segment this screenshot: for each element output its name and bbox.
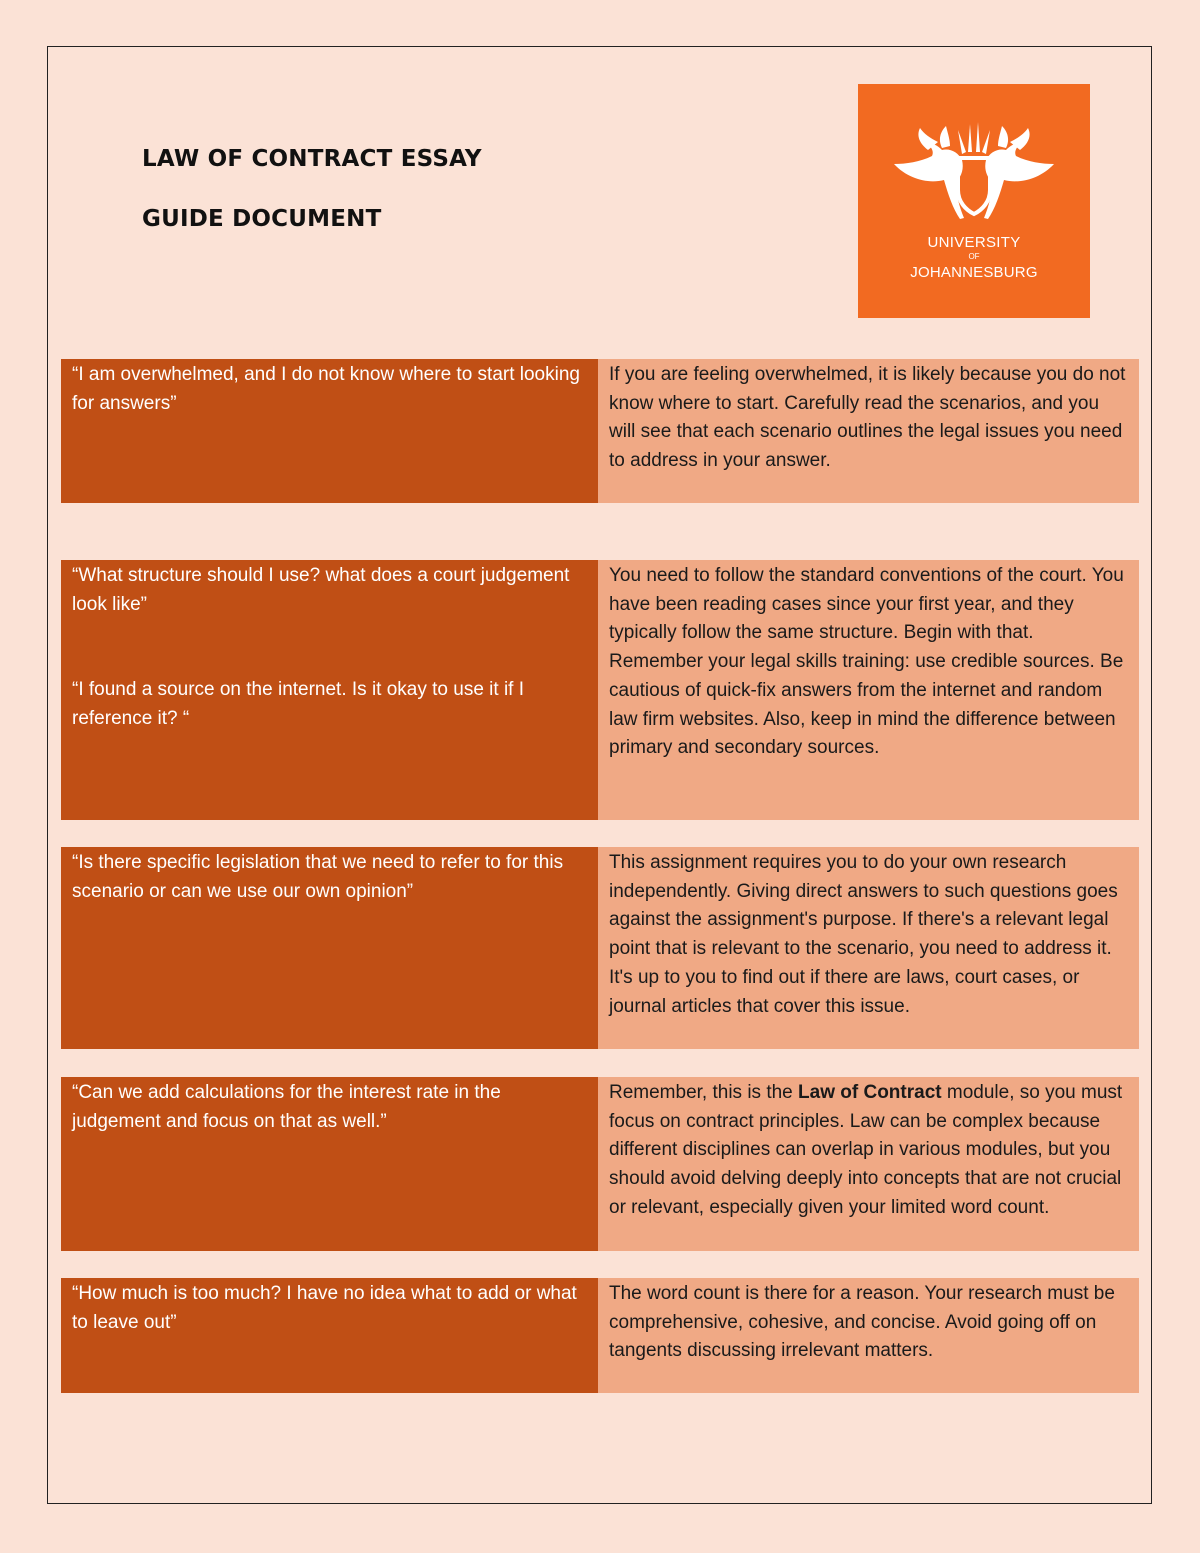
logo-text-university: UNIVERSITY [927,234,1021,251]
faq-answer: Remember your legal skills training: use credible sources. Be cautious of quick-fix answers from the internet and random law firm websites. Also, keep in mind the difference between primary and secondary sources. [609,651,1124,759]
logo-text-of: OF [968,252,980,261]
faq-answer-bold: Law of Contract [798,1082,942,1103]
faq-row [61,1077,1139,1251]
faq-answer-cell [598,1278,1139,1393]
faq-question-cell [61,560,598,820]
faq-question-cell [61,1278,598,1393]
faq-answer: You need to follow the standard conventions of the court. You have been reading cases since your first year, and they typically follow the same structure. Begin with that. [609,565,1124,644]
faq-question-cell [61,847,598,1049]
logo-text-johannesburg: JOHANNESBURG [910,264,1038,281]
faq-row [61,847,1139,1049]
faq-question: “Is there specific legislation that we need to refer to for this scenario or can we use our own opinion” [72,852,564,902]
faq-answer-cell [598,1077,1139,1251]
faq-question: “Can we add calculations for the interest rate in the judgement and focus on that as well.” [72,1082,501,1132]
faq-answer: If you are feeling overwhelmed, it is likely because you do not know where to start. Carefully read the scenarios, and you will see that each scenario outlines the legal issues you need to address in your answer. [609,364,1126,472]
faq-question: “I found a source on the internet. Is it okay to use it if I reference it? “ [72,679,525,730]
university-logo [858,84,1090,318]
faq-answer [609,1079,1129,1223]
faq-question-cell [61,359,598,503]
faq-answer-cell [598,359,1139,503]
faq-answer: This assignment requires you to do your own research independently. Giving direct answers to such questions goes against the assignment's purpose. If there's a relevant legal point that is relevant to the scenario, you need to address it. It's up to you to find out if there are laws, court cases, or journal articles that cover this issue. [609,852,1118,1017]
document-title-line2: GUIDE DOCUMENT [142,206,382,232]
faq-answer-cell [598,847,1139,1049]
faq-question: “I am overwhelmed, and I do not know where to start looking for answers” [72,364,580,414]
faq-row [61,359,1139,503]
hornbill-crest-icon [858,84,1090,224]
faq-answer: The word count is there for a reason. Your research must be comprehensive, cohesive, and concise. Avoid going off on tangents discussing irrelevant matters. [609,1283,1115,1362]
faq-question-cell [61,1077,598,1251]
faq-answer-text: module, so you must focus on contract principles. Law can be complex because different disciplines can overlap in various modules, but you should avoid delving deeply into concepts that are not crucial or relevant, especially given your limited word count. [609,1082,1123,1218]
document-title-line1: LAW OF CONTRACT ESSAY [142,146,482,172]
faq-row [61,560,1139,820]
faq-question: “How much is too much? I have no idea what to add or what to leave out” [72,1283,577,1333]
faq-row [61,1278,1139,1393]
faq-answer-text: Remember, this is the [609,1082,799,1103]
faq-answer-cell [598,560,1139,820]
faq-question: “What structure should I use? what does a court judgement look like” [72,565,570,615]
